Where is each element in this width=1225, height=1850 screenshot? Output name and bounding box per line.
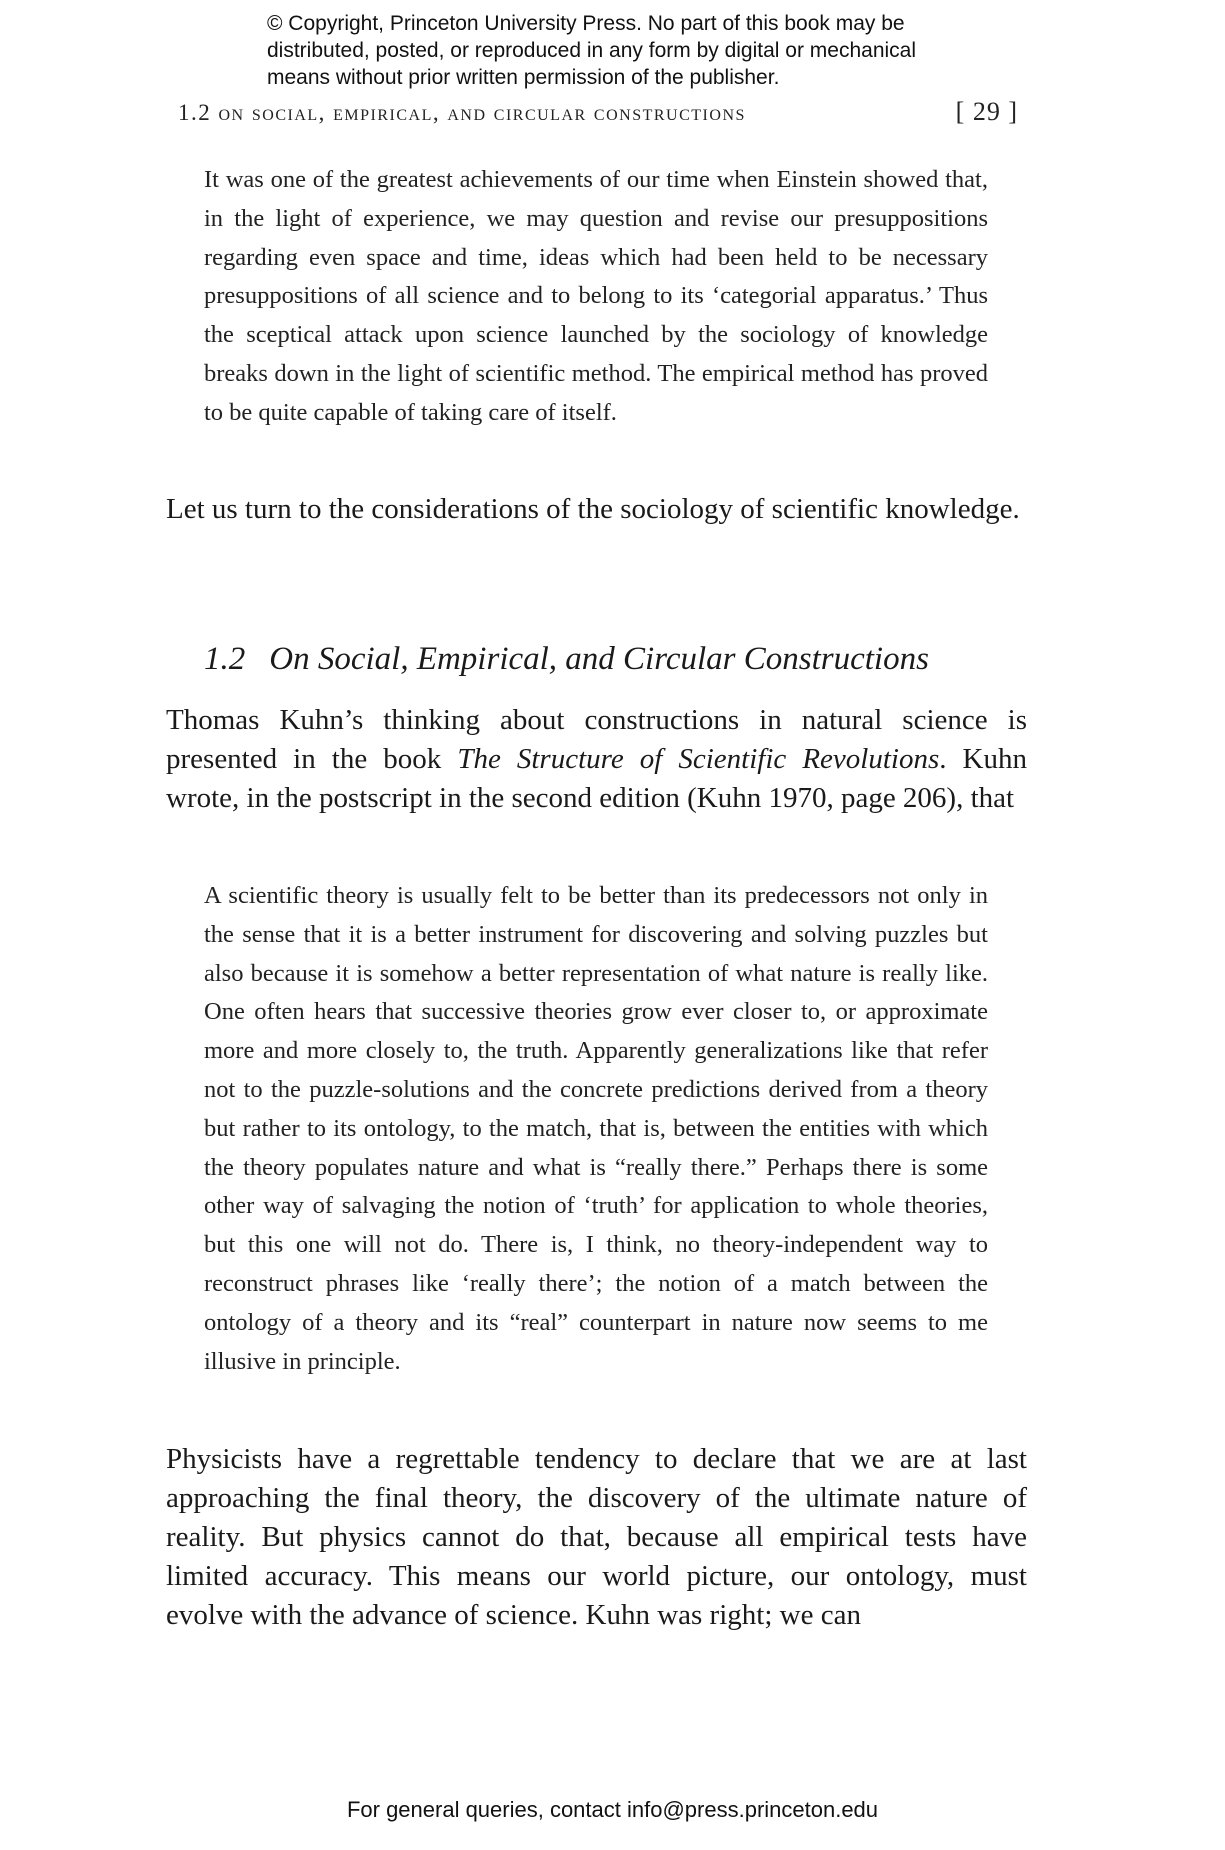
body-paragraph-1: Let us turn to the considerations of the sociology of scientific knowledge. [166,493,1020,525]
page-number: [ 29 ] [955,97,1018,126]
block-quote-popper: It was one of the greatest achievements of our time when Einstein showed that, in the light of experience, we may question and revise our presuppositions regarding even space and time, ideas which had been held to be necessary presuppositions of all science and to belong to its ‘categorial apparatus.’ Thus the sceptical attack upon science launched by the sociology of knowledge breaks down in the light of scientific method. The empirical method has proved to be quite capable of taking care of itself. [204,166,988,426]
running-head-title [178,100,746,126]
body-paragraph-3: Physicists have a regrettable tendency to declare that we are at last approaching the final theory, the discovery of the ultimate nature of reality. But physics cannot do that, because all empirical tests have limited accuracy. This means our world picture, our ontology, must evolve with the advance of science. Kuhn was right; we can [166,1443,1027,1631]
section-heading [204,641,1024,678]
footer-contact: For general queries, contact info@press.princeton.edu [346,1797,879,1822]
copyright-notice: © Copyright, Princeton University Press. No part of this book may be distributed, posted, or reproduced in any form by digital or mechanical means without prior written permission of the publisher. [267,12,917,89]
running-head-text: on social, empirical, and circular constructions [218,100,746,125]
block-quote-kuhn: A scientific theory is usually felt to be better than its predecessors not only in the sense that it is a better instrument for discovering and solving puzzles but also because it is somehow a better representation of what nature is really like. One often hears that successive theories grow ever closer to, or approximate more and more closely to, the truth. Apparently generalizations like that refer not to the puzzle-solutions and the concrete predictions derived from a theory but rather to its ontology, to the match, that is, between the entities with which the theory populates nature and what is “really there.” Perhaps there is some other way of salvaging the notion of ‘truth’ for application to whole theories, but this one will not do. There is, I think, no theory-independent way to reconstruct phrases like ‘really there’; the notion of a match between the ontology of a theory and its “real” counterpart in nature now seems to me illusive in principle. [204,882,988,1375]
section-heading-number: 1.2 [204,641,246,677]
body-paragraph-2-start: Thomas Kuhn’s thinking about constructions in natural science is presented in the book [166,704,1027,775]
book-title: The Structure of Scientific Revolutions [457,743,940,775]
running-head-section-number: 1.2 [178,100,212,125]
body-paragraph-2-end: . Kuhn wrote, in the postscript in the second edition (Kuhn 1970, page 206), that [166,743,1027,814]
section-heading-title: On Social, Empirical, and Circular Constructions [269,641,929,677]
running-head [178,97,1018,127]
body-paragraph-2 [166,701,1027,818]
